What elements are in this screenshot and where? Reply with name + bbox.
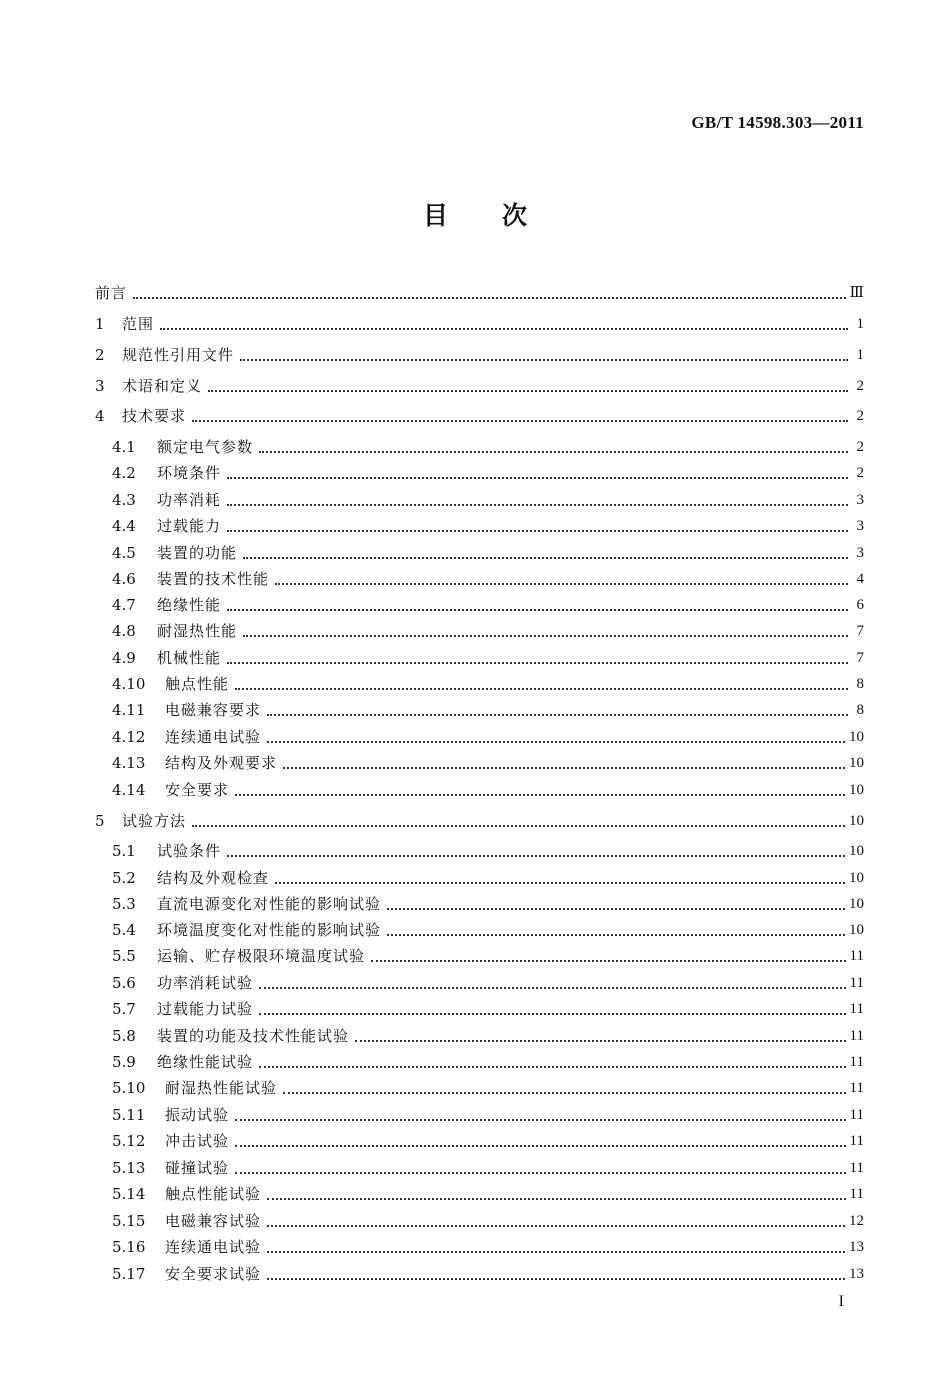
toc-entry[interactable] [112, 462, 864, 484]
toc-entry-page: 11 [849, 1160, 864, 1176]
dot-leader [283, 766, 845, 769]
toc-entry-number: 4.7 [112, 596, 136, 614]
toc-entry-label: 直流电源变化对性能的影响试验 [157, 895, 382, 913]
toc-entry-number: 4.10 [112, 675, 146, 693]
toc-entry-page: 11 [849, 1107, 864, 1123]
toc-entry[interactable] [112, 726, 864, 748]
toc-entry-page: 3 [856, 518, 864, 534]
toc-entry-number: 5 [95, 812, 105, 830]
toc-entry-label: 试验条件 [157, 842, 222, 860]
toc-entry-number: 5.13 [112, 1159, 146, 1177]
toc-entry-number: 5.9 [112, 1053, 136, 1071]
toc-entry[interactable] [112, 1210, 864, 1232]
toc-entry-page: 10 [849, 813, 864, 829]
toc-entry-label: 功率消耗试验 [157, 974, 254, 992]
toc-entry-page: 7 [856, 623, 864, 639]
toc-entry-number: 4.5 [112, 544, 136, 562]
toc-entry-page: 10 [849, 782, 864, 798]
toc-entry-label: 装置的功能 [157, 544, 238, 562]
toc-entry-number: 4.8 [112, 622, 136, 640]
dot-leader [267, 1224, 845, 1227]
toc-entry-page: Ⅲ [849, 285, 864, 301]
footer-page-number: I [838, 1293, 844, 1310]
toc-entry-page: 11 [849, 1001, 864, 1017]
toc-entry-label: 装置的技术性能 [157, 570, 270, 588]
toc-entry-label: 术语和定义 [122, 377, 203, 395]
dot-leader [160, 327, 848, 330]
toc-entry[interactable] [112, 1183, 864, 1205]
dot-leader [235, 1118, 846, 1121]
toc-entry-label: 机械性能 [157, 649, 222, 667]
dot-leader [267, 1250, 845, 1253]
dot-leader [387, 907, 845, 910]
toc-entry[interactable] [112, 436, 864, 458]
toc-entry-label: 触点性能试验 [165, 1185, 262, 1203]
toc-entry-label: 结构及外观要求 [165, 754, 278, 772]
dot-leader [208, 389, 848, 392]
toc-entry[interactable] [112, 1236, 864, 1258]
toc-entry[interactable] [112, 893, 864, 915]
dot-leader [267, 713, 848, 716]
toc-entry-page: 4 [856, 571, 864, 587]
toc-entry-number: 5.12 [112, 1132, 146, 1150]
toc-entry-label: 环境条件 [157, 464, 222, 482]
toc-entry[interactable] [95, 313, 864, 335]
dot-leader [259, 1065, 846, 1068]
toc-entry-page: 13 [849, 1239, 864, 1255]
toc-entry-number: 5.3 [112, 895, 136, 913]
toc-entry-page: 11 [849, 1028, 864, 1044]
dot-leader [227, 529, 848, 532]
toc-entry[interactable] [112, 542, 864, 564]
toc-entry-page: 11 [849, 1186, 864, 1202]
dot-leader [192, 419, 848, 422]
toc-entry-page: 10 [849, 843, 864, 859]
toc-entry[interactable] [112, 945, 864, 967]
toc-entry-label: 试验方法 [122, 812, 187, 830]
toc-entry-page: 6 [856, 597, 864, 613]
toc-entry-label: 运输、贮存极限环境温度试验 [157, 947, 366, 965]
toc-entry[interactable] [112, 752, 864, 774]
toc-entry-page: 2 [856, 465, 864, 481]
dot-leader [243, 556, 848, 559]
toc-entry-number: 4.13 [112, 754, 146, 772]
toc-entry[interactable] [112, 568, 864, 590]
toc-entry[interactable] [112, 998, 864, 1020]
toc-entry-page: 11 [849, 948, 864, 964]
toc-entry-page: 2 [856, 408, 864, 424]
dot-leader [227, 608, 848, 611]
toc-entry-number: 2 [95, 346, 105, 364]
toc-entry[interactable] [112, 1130, 864, 1152]
toc-entry-number: 5.7 [112, 1000, 136, 1018]
toc-entry-label: 范围 [122, 315, 155, 333]
toc-entry[interactable] [112, 620, 864, 642]
dot-leader [235, 687, 848, 690]
toc-entry[interactable] [112, 972, 864, 994]
toc-entry-label: 结构及外观检查 [157, 869, 270, 887]
dot-leader [275, 881, 845, 884]
toc-entry[interactable] [112, 1263, 864, 1285]
toc-entry[interactable] [112, 1077, 864, 1099]
toc-entry-page: 8 [856, 676, 864, 692]
toc-entry-page: 10 [849, 729, 864, 745]
dot-leader [227, 503, 848, 506]
toc-entry[interactable] [112, 699, 864, 721]
dot-leader [227, 854, 845, 857]
dot-leader [259, 1012, 846, 1015]
toc-entry-label: 连续通电试验 [165, 728, 262, 746]
toc-entry-page: 13 [849, 1266, 864, 1282]
toc-entry-number: 5.15 [112, 1212, 146, 1230]
toc-entry[interactable] [112, 779, 864, 801]
toc-entry[interactable] [95, 405, 864, 427]
toc-entry[interactable] [112, 489, 864, 511]
toc-entry-label: 额定电气参数 [157, 438, 254, 456]
dot-leader [235, 1144, 846, 1147]
toc-entry-label: 绝缘性能 [157, 596, 222, 614]
toc-entry[interactable] [112, 673, 864, 695]
toc-entry[interactable] [112, 647, 864, 669]
toc-entry-label: 技术要求 [122, 407, 187, 425]
toc-entry[interactable] [112, 840, 864, 862]
toc-entry-page: 2 [856, 439, 864, 455]
toc-entry-page: 3 [856, 545, 864, 561]
toc-entry-label: 耐湿热性能试验 [165, 1079, 278, 1097]
toc-entry-number: 1 [95, 315, 105, 333]
dot-leader [259, 450, 848, 453]
toc-entry-label: 耐湿热性能 [157, 622, 238, 640]
toc-entry[interactable] [95, 810, 864, 832]
dot-leader [371, 959, 846, 962]
toc-entry[interactable] [112, 1157, 864, 1179]
toc-entry[interactable] [112, 1051, 864, 1073]
toc-entry-page: 1 [856, 316, 864, 332]
dot-leader [275, 582, 848, 585]
toc-entry-label: 过载能力 [157, 517, 222, 535]
toc-entry-number: 4.14 [112, 781, 146, 799]
toc-entry-label: 过载能力试验 [157, 1000, 254, 1018]
page-title: 目次 [422, 201, 581, 230]
dot-leader [192, 824, 845, 827]
toc-entry-label: 触点性能 [165, 675, 230, 693]
toc-entry-number: 4.9 [112, 649, 136, 667]
toc-entry[interactable] [112, 515, 864, 537]
toc-entry[interactable] [95, 282, 864, 304]
dot-leader [227, 661, 848, 664]
toc-entry-page: 11 [849, 1054, 864, 1070]
toc-entry[interactable] [112, 594, 864, 616]
dot-leader [235, 793, 845, 796]
dot-leader [355, 1039, 846, 1042]
toc-entry-number: 5.14 [112, 1185, 146, 1203]
toc-entry-page: 3 [856, 492, 864, 508]
dot-leader [243, 634, 848, 637]
toc-entry-label: 装置的功能及技术性能试验 [157, 1027, 350, 1045]
dot-leader [267, 1277, 845, 1280]
toc-entry-label: 电磁兼容试验 [165, 1212, 262, 1230]
toc-entry-page: 10 [849, 896, 864, 912]
toc-entry-label: 连续通电试验 [165, 1238, 262, 1256]
toc-entry-number: 5.11 [112, 1106, 146, 1124]
toc-entry-number: 4 [95, 407, 105, 425]
dot-leader [235, 1171, 846, 1174]
toc-entry-page: 11 [849, 1133, 864, 1149]
toc-entry-page: 10 [849, 922, 864, 938]
toc-entry-number: 5.6 [112, 974, 136, 992]
toc-entry-number: 5.5 [112, 947, 136, 965]
toc-entry-label: 安全要求 [165, 781, 230, 799]
toc-entry-label: 电磁兼容要求 [165, 701, 262, 719]
dot-leader [267, 740, 845, 743]
toc-entry-page: 11 [849, 975, 864, 991]
toc-entry-label: 功率消耗 [157, 491, 222, 509]
dot-leader [259, 986, 846, 989]
toc-entry-number: 4.12 [112, 728, 146, 746]
toc-entry-label: 规范性引用文件 [122, 346, 235, 364]
toc-entry-page: 11 [849, 1080, 864, 1096]
toc-entry-label: 振动试验 [165, 1106, 230, 1124]
dot-leader [227, 476, 848, 479]
toc-entry-page: 7 [856, 650, 864, 666]
toc-entry[interactable] [95, 344, 864, 366]
dot-leader [240, 358, 848, 361]
toc-entry[interactable] [112, 1025, 864, 1047]
toc-entry-number: 4.3 [112, 491, 136, 509]
dot-leader [387, 933, 845, 936]
toc-entry-number: 4.4 [112, 517, 136, 535]
toc-entry-number: 4.1 [112, 438, 136, 456]
dot-leader [267, 1197, 846, 1200]
toc-entry-page: 8 [856, 702, 864, 718]
toc-entry-number: 3 [95, 377, 105, 395]
toc-entry-page: 1 [856, 347, 864, 363]
toc-entry-number: 5.8 [112, 1027, 136, 1045]
toc-entry-label: 绝缘性能试验 [157, 1053, 254, 1071]
dot-leader [283, 1091, 846, 1094]
toc-entry-number: 4.6 [112, 570, 136, 588]
toc-entry-page: 10 [849, 870, 864, 886]
toc-entry[interactable] [112, 919, 864, 941]
toc-entry-label: 冲击试验 [165, 1132, 230, 1150]
toc-entry-number: 5.17 [112, 1265, 146, 1283]
toc-entry-label: 前言 [95, 284, 128, 302]
toc-entry-number: 5.2 [112, 869, 136, 887]
toc-entry-number: 4.11 [112, 701, 146, 719]
toc-entry-number: 5.16 [112, 1238, 146, 1256]
toc-entry-label: 环境温度变化对性能的影响试验 [157, 921, 382, 939]
toc-entry-label: 安全要求试验 [165, 1265, 262, 1283]
toc-entry-page: 12 [849, 1213, 864, 1229]
toc-entry[interactable] [95, 375, 864, 397]
toc-entry[interactable] [112, 867, 864, 889]
toc-entry-page: 10 [849, 755, 864, 771]
toc-entry-number: 5.4 [112, 921, 136, 939]
toc-entry-number: 5.1 [112, 842, 136, 860]
standard-code: GB/T 14598.303—2011 [691, 113, 864, 132]
dot-leader [133, 296, 846, 299]
toc-entry[interactable] [112, 1104, 864, 1126]
toc-entry-number: 5.10 [112, 1079, 146, 1097]
toc-entry-number: 4.2 [112, 464, 136, 482]
toc-entry-label: 碰撞试验 [165, 1159, 230, 1177]
toc-entry-page: 2 [856, 378, 864, 394]
